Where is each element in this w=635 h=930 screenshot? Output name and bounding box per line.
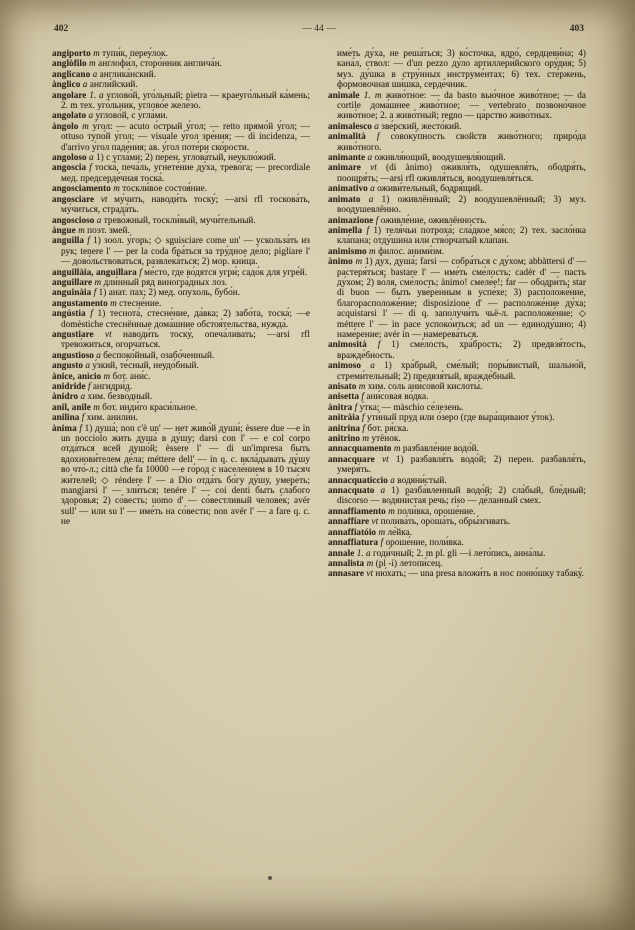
grammar-label: f bbox=[366, 224, 370, 235]
grammar-label: f bbox=[89, 162, 92, 173]
dictionary-entry: animante a оживля́ющий, воодушевля́ющий. bbox=[328, 152, 506, 163]
grammar-label: vt bbox=[370, 162, 377, 173]
grammar-label: a bbox=[390, 474, 395, 485]
headword: anisato bbox=[328, 381, 357, 391]
headword: angusto bbox=[52, 360, 83, 371]
column-number-left: 402 bbox=[54, 24, 69, 34]
dictionary-entry: anitrina f бот. ря́ска. bbox=[328, 422, 409, 433]
headword: annacquato bbox=[328, 485, 375, 496]
headword: anguillare bbox=[52, 276, 93, 287]
dictionary-entry: angolare 1. a углово́й, уго́льный; pietra — краеуго́льный ка́мень; 2. m тех. уго́льник, углово́е желе́зо. bbox=[52, 89, 310, 111]
headword: animosità bbox=[328, 339, 367, 350]
grammar-label: f bbox=[93, 287, 97, 298]
grammar-label: a bbox=[92, 68, 98, 79]
dictionary-entry: angoscia f тоска́, печа́ль, угнете́ние ду́ха, трево́га; — precordiale мед. предсерде́чная тоска́. bbox=[52, 162, 310, 183]
grammar-label: f bbox=[361, 391, 364, 402]
dictionary-entry: annaffiamento m поли́вка, ороше́ние. bbox=[328, 505, 476, 516]
dictionary-entry: animalità f совоку́пность свойств живо́тного; приро́да живо́тного. bbox=[328, 131, 586, 152]
dictionary-entry: angolato a углово́й, с угла́ми. bbox=[52, 110, 168, 121]
grammar-label: 1. a bbox=[356, 547, 371, 558]
headword: anitràia bbox=[328, 412, 360, 423]
page-header bbox=[52, 24, 586, 38]
grammar-label: a bbox=[380, 485, 386, 496]
headword: anglicano bbox=[52, 68, 91, 79]
dictionary-entry: angustamento m стесне́ние. bbox=[52, 297, 162, 308]
headword: angosciamento bbox=[52, 183, 111, 194]
grammar-label: vt bbox=[100, 193, 108, 204]
headword: animismo bbox=[328, 245, 367, 256]
headword: angustiare bbox=[52, 328, 94, 339]
headword: animare bbox=[328, 162, 361, 173]
grammar-label: m bbox=[94, 276, 102, 287]
headword: annacquare bbox=[328, 453, 375, 464]
headword: annale bbox=[328, 547, 355, 558]
dictionary-entry: anglicano a англика́нский. bbox=[52, 68, 157, 79]
headword: angustioso bbox=[52, 349, 94, 360]
headword: anguillàia, anguillara bbox=[52, 266, 137, 277]
grammar-label: a bbox=[367, 152, 373, 163]
grammar-label: a bbox=[85, 360, 91, 371]
grammar-label: f bbox=[361, 412, 365, 423]
grammar-label: a bbox=[368, 193, 374, 204]
grammar-label: m bbox=[110, 297, 117, 308]
dictionary-entry: angiporto m тупи́к, переу́лок. bbox=[52, 48, 168, 58]
headword: angosciare bbox=[52, 193, 95, 204]
headword: annaffiare bbox=[328, 516, 370, 527]
grammar-label: m bbox=[103, 370, 111, 381]
dictionary-entry: ànice, anìcio m бот. ани́с. bbox=[52, 370, 151, 381]
dictionary-entry: angústia f 1) теснота́, стесне́ние, да́вка; 2) забо́та, тоска́; —e domèstiche стеснённые дома́шние обстоя́тельства, нужда́. bbox=[52, 308, 310, 329]
dictionary-entry: anitrino m утёнок. bbox=[328, 433, 401, 444]
dictionary-entry: annalista m (pl -i) летопи́сец. bbox=[328, 557, 443, 568]
grammar-label: f bbox=[81, 412, 85, 423]
grammar-label: f bbox=[87, 235, 90, 246]
grammar-label: m bbox=[355, 256, 363, 267]
dictionary-entry: animosità f 1) сме́лость, хра́брость; 2) предвзя́тость, вражде́бность. bbox=[328, 339, 586, 360]
dictionary-entry: anglòfilo m англофи́л, сторо́нник англича́н. bbox=[52, 58, 223, 69]
grammar-label: m bbox=[93, 48, 100, 58]
dictionary-entry: anidride f ангидри́д. bbox=[52, 381, 133, 391]
grammar-label: a bbox=[96, 214, 102, 225]
headword: animalesco bbox=[328, 120, 372, 131]
grammar-label: m bbox=[388, 505, 395, 516]
dictionary-entry: angosciamento m тоскли́вое состоя́ние. bbox=[52, 183, 208, 194]
headword: angoscioso bbox=[52, 214, 95, 225]
headword: anil, anile bbox=[52, 401, 91, 412]
grammar-label: f bbox=[362, 422, 366, 433]
grammar-label: 1. m bbox=[363, 89, 382, 100]
dictionary-entry: annacquato a 1) разба́вленный водо́й; 2) сла́бый, бле́дный; discorso — водяни́стая речь; riso — де́ланный смех. bbox=[328, 485, 586, 506]
dictionary-entry: angusto a у́зкий, те́сный, неудо́бный. bbox=[52, 360, 199, 371]
dictionary-entry: ànidro a хим. безво́дный. bbox=[52, 391, 153, 402]
grammar-label: m bbox=[378, 526, 386, 537]
dictionary-entry: anil, anile m бот. инди́го краси́льное. bbox=[52, 401, 198, 412]
headword: animalità bbox=[328, 131, 366, 142]
headword: ànima bbox=[52, 422, 77, 433]
grammar-label: f bbox=[90, 308, 93, 319]
dictionary-entry: annacquare vt 1) разбавля́ть водо́й; 2) перен. разбавля́ть, умеря́ть. bbox=[328, 453, 586, 475]
dictionary-entry: ànima f 1) душа́; non c'è un' — нет живо́й души́; èssere due —e in un nocciolo жить душа́ в ду́шу; darsi con l' — e col corpo отда́ться всей душо́й; èssere l' — di un'impresa быть вдохнови́телем де́ла; méttere dell' — in q. c. вкла́дывать ду́шу во что́-л.; città che fa 10000 —e го́род с населе́нием в 10 ты́сяч жи́телей; ◇ réndere l' — a Dio отда́ть бо́гу ду́шу, умере́ть; mangiarsi l' — зли́ться; tenére l' — coi denti быть сла́бого здоро́вья; 2) со́весть; uomo d' — со́вестливый челове́к; avér sull' — или su l' — име́ть на со́вести; non avér l' — a fare q. c. не bbox=[52, 422, 310, 527]
headword: annacquamento bbox=[328, 443, 392, 454]
grammar-label: m bbox=[369, 245, 376, 256]
headword: anglòfilo bbox=[52, 58, 87, 69]
dictionary-entry: angoscioso a трево́жный, тоскли́вый, мучи́тельный. bbox=[52, 214, 256, 225]
grammar-label: vt bbox=[366, 568, 374, 579]
dictionary-entry: animismo m филос. аними́зм. bbox=[328, 245, 445, 256]
grammar-label: m bbox=[82, 120, 89, 131]
headword: anitrino bbox=[328, 433, 361, 444]
dictionary-entry: àngolo m у́гол: — acuto о́стрый у́гол; — retto прямо́й у́гол; — ottuso тупо́й у́гол; — visuale у́гол зре́ния; — di incidenza, — d'arrivo у́гол паде́ния; ав. у́гол поте́ри ско́рости. bbox=[52, 120, 310, 152]
column-right bbox=[328, 48, 586, 579]
dictionary-entry: angustioso a беспоко́йный, озабо́ченный. bbox=[52, 349, 215, 360]
headword: angolato bbox=[52, 110, 87, 121]
grammar-label: m bbox=[93, 401, 100, 412]
dictionary-entry: angosciare vt му́чить, наводи́ть тоску́; —arsi rfl тоскова́ть, му́читься, страда́ть. bbox=[52, 193, 310, 215]
headword: angoscia bbox=[52, 162, 87, 173]
grammar-label: f bbox=[377, 339, 381, 350]
dictionary-entry: anisetta f ани́совая во́дка. bbox=[328, 391, 429, 402]
dictionary-entry: ànitra f у́тка; — màschio се́лезень. bbox=[328, 401, 464, 412]
grammar-label: f bbox=[79, 422, 82, 433]
grammar-label: a bbox=[88, 152, 94, 163]
page-number-center: — 44 — bbox=[302, 24, 336, 34]
dictionary-content bbox=[52, 48, 586, 912]
headword: ànglico bbox=[52, 79, 81, 90]
dictionary-entry: anilina f хим. анили́н. bbox=[52, 412, 138, 423]
dictionary-entry: annaffiatura f ороше́ние, поли́вка. bbox=[328, 537, 464, 548]
dictionary-entry: animativo a оживи́тельный, бодря́щий. bbox=[328, 183, 483, 194]
grammar-label: m bbox=[362, 433, 370, 444]
dictionary-entry: àngue m поэт. змей. bbox=[52, 224, 130, 235]
column-left bbox=[52, 48, 310, 527]
dictionary-entry: animato a 1) оживлённый; 2) воодушевлённый; 3) муз. воодушевлённо. bbox=[328, 193, 586, 215]
dictionary-entry: anitràia f ути́ный пруд или о́зеро (где выра́щивают у́ток). bbox=[328, 412, 555, 423]
grammar-label: m bbox=[78, 224, 85, 235]
headword: animato bbox=[328, 193, 361, 204]
dictionary-entry: angustiare vt наводи́ть тоску́, опеча́ливать; —arsi rfl трево́житься, огорча́ться. bbox=[52, 328, 310, 350]
grammar-label: f bbox=[375, 214, 379, 225]
headword: annacquaticcio bbox=[328, 474, 388, 485]
dictionary-entry: annacquamento m разбавле́ние водо́й. bbox=[328, 443, 479, 454]
grammar-label: a bbox=[374, 120, 379, 131]
headword: angustamento bbox=[52, 297, 108, 308]
headword: animazione bbox=[328, 214, 374, 225]
headword: anisetta bbox=[328, 391, 360, 402]
dictionary-entry: animazione f оживле́ние, оживлённость. bbox=[328, 214, 487, 225]
grammar-label: m bbox=[113, 183, 120, 194]
headword: animante bbox=[328, 152, 366, 163]
dictionary-entry: annaffiatóio m ле́йка. bbox=[328, 526, 413, 537]
headword: angoloso bbox=[52, 152, 87, 163]
dictionary-entry: annaffiare vt полива́ть, ороша́ть, обры́згивать. bbox=[328, 516, 511, 527]
headword: ànice, anìcio bbox=[52, 370, 102, 381]
grammar-label: m bbox=[358, 381, 366, 391]
dictionary-entry: angoloso a 1) с угла́ми; 2) перен. углова́тый, неуклю́жий. bbox=[52, 152, 277, 163]
ink-speck bbox=[268, 876, 272, 880]
headword: angústia bbox=[52, 308, 86, 319]
headword: animella bbox=[328, 224, 363, 235]
grammar-label: a bbox=[88, 110, 94, 121]
dictionary-entry: annacquaticcio a водяни́стый. bbox=[328, 474, 447, 485]
dictionary-entry: anguinàia f 1) анат. пах; 2) мед. о́пухоль, бубо́н. bbox=[52, 287, 241, 298]
dictionary-entry: ànglico a англи́йский. bbox=[52, 79, 138, 90]
grammar-label: 1. a bbox=[89, 89, 104, 100]
dictionary-entry: annasare vt ню́хать; — una presa вложи́ть в нос поню́шку табаку́. bbox=[328, 568, 584, 579]
grammar-label: f bbox=[87, 381, 91, 391]
grammar-label: a bbox=[82, 79, 88, 90]
grammar-label: vt bbox=[371, 516, 379, 527]
headword: anguilla bbox=[52, 235, 85, 246]
dictionary-entry: animella f 1) теля́чьи потроха́; сла́дкое мя́со; 2) тех. засло́нка кла́пана; отду́шина или ство́рчатый кла́пан. bbox=[328, 224, 586, 246]
headword: anitrina bbox=[328, 422, 361, 433]
headword: anilina bbox=[52, 412, 80, 423]
dictionary-entry: animale 1. m живо́тное: — da basto вью́чное живо́тное; — da cortile дома́шнее живо́тное; — vertebrato позвоно́чное живо́тное; 2. a живо́тный; regno — ца́рство живо́тных. bbox=[328, 89, 586, 121]
dictionary-entry: annale 1. a годи́чный; 2. m pl. gli —i лето́пись, анна́лы. bbox=[328, 547, 546, 558]
headword: anidride bbox=[52, 381, 86, 391]
headword: annaffiatóio bbox=[328, 526, 377, 537]
dictionary-entry: animoso a 1) хра́брый, сме́лый; поры́вистый, шально́й, стреми́тельный; 2) предвзя́тый, вражде́бный. bbox=[328, 360, 586, 381]
headword: anguinàia bbox=[52, 287, 92, 298]
headword: angiporto bbox=[52, 48, 91, 58]
grammar-label: vt bbox=[381, 453, 389, 464]
grammar-label: m bbox=[393, 443, 401, 454]
headword: angolare bbox=[52, 89, 87, 100]
dictionary-entry: anguillàia, anguillara f ме́сто, где во́дятся угри́; садо́к для угре́й. bbox=[52, 266, 308, 277]
grammar-label: f bbox=[354, 401, 358, 412]
headword: animale bbox=[328, 89, 360, 100]
headword: ànitra bbox=[328, 401, 353, 412]
dictionary-entry: ànimo m 1) дух, душа́; farsi — собра́ться с ду́хом; abbàttersi d' — растеря́ться; bastare l' — име́ть сме́лость; cadér d' — пасть ду́хом; 2) во́ля, сме́лость; ànimo! смеле́е!; far — ободри́ть; star di buon — быть уве́ренным в успе́хе; 3) расположе́ние, благорасположе́ние; disposizione d' — расположе́ние ду́ха; acquistarsi l' — di q. заполучи́ть чьё-л. расположе́ние; ◇ méttere l' — in pace успоко́иться; ad un — единоду́шно; 4) наме́рение; avér in — намерева́ться. bbox=[328, 256, 586, 339]
headword: annaffiatura bbox=[328, 537, 379, 548]
dictionary-entry: anguilla f 1) зоол. у́горь; ◇ sguisciare come un' — ускольза́ть из рук; tenere l' — per la coda бра́ться за тру́дное де́ло; pigliare l' — дово́льствоваться, развлека́ться; 2) мор. кни́ца. bbox=[52, 235, 310, 267]
grammar-label: m bbox=[366, 557, 374, 568]
grammar-label: a bbox=[370, 360, 375, 371]
headword: annaffiamento bbox=[328, 505, 386, 516]
headword: àngue bbox=[52, 224, 76, 235]
headword: ànidro bbox=[52, 391, 79, 402]
grammar-label: m bbox=[89, 58, 96, 69]
column-number-right: 403 bbox=[569, 24, 584, 34]
headword: animativo bbox=[328, 183, 368, 194]
grammar-label: f bbox=[139, 266, 142, 277]
headword: annasare bbox=[328, 568, 364, 579]
grammar-label: f bbox=[376, 131, 380, 142]
dictionary-entry: animalesco a зве́рский, жесто́кий. bbox=[328, 120, 462, 131]
dictionary-entry: animare vt (di ànimo) оживля́ть, одушевля́ть, ободря́ть, поощря́ть; —arsi rfl оживля́ться, воодушевля́ться. bbox=[328, 162, 586, 183]
grammar-label: f bbox=[380, 537, 384, 548]
dictionary-entry-continuation: име́ть ду́ха, не реша́ться; 3) ко́сточка, ядро́, сердцеви́на; 4) кана́л, ствол: — d'un pezzo ду́ло артиллери́йского ору́дия; 5) муз. ду́шка в стру́нных инструме́нтах; 6) тех. сте́ржень, формо́вочная ши́шка, серде́чник. bbox=[337, 48, 586, 90]
headword: annalista bbox=[328, 557, 365, 568]
grammar-label: a bbox=[96, 349, 101, 360]
headword: animoso bbox=[328, 360, 362, 371]
headword: àngolo bbox=[52, 120, 79, 131]
grammar-label: vt bbox=[104, 328, 112, 339]
grammar-label: a bbox=[80, 391, 86, 402]
grammar-label: a bbox=[370, 183, 375, 194]
headword: ànimo bbox=[328, 256, 353, 267]
dictionary-entry: anguillare m дли́нный ряд виногра́дных лоз. bbox=[52, 276, 228, 287]
dictionary-entry: anisato m хим. соль ани́совой кислоты́. bbox=[328, 381, 483, 391]
